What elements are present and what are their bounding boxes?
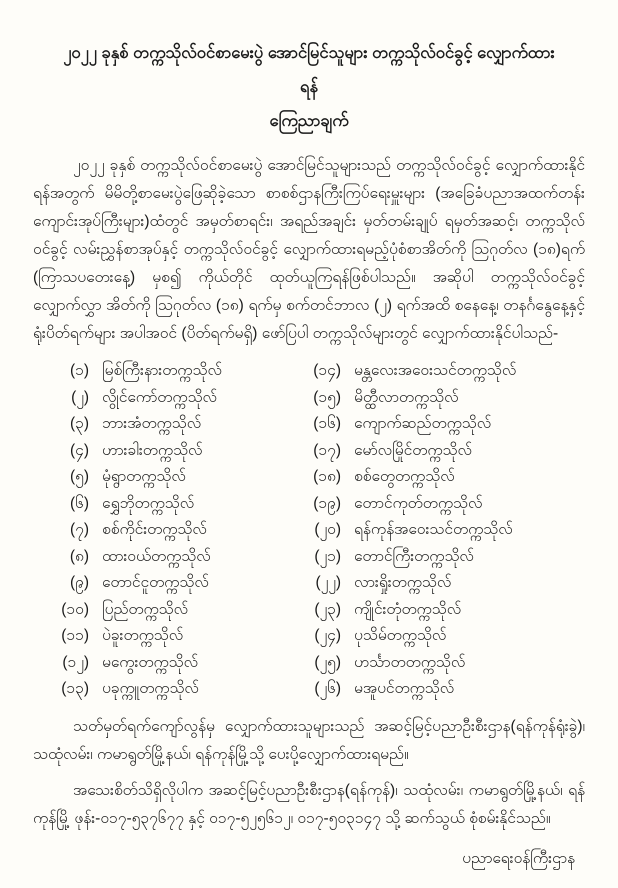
university-item-number: (၂၄) — [314, 627, 341, 644]
university-list-item — [293, 676, 585, 703]
university-item-number: (၃) — [69, 415, 89, 432]
university-item-number: (၁၂) — [62, 653, 89, 671]
university-item-name: ရွှေဘိုတက္ကသိုလ် — [102, 494, 195, 512]
university-item-name: ပခုက္ကူတက္ကသိုလ် — [102, 680, 199, 697]
university-item-name: ထားဝယ်တက္ကသိုလ် — [102, 547, 211, 565]
university-item-number: (၁) — [69, 362, 89, 379]
university-item-name: ရန်ကုန်အဝေးသင်တက္ကသိုလ် — [354, 521, 513, 538]
university-item-number: (၁၅) — [313, 388, 341, 406]
university-item-name: မအူပင်တက္ကသိုလ် — [354, 680, 455, 697]
university-item-name: လားရှိုးတက္ကသိုလ် — [354, 574, 452, 591]
university-list-right-column — [293, 358, 585, 703]
closing-block — [33, 713, 585, 833]
university-item-name: စစ်တွေတက္ကသိုလ် — [354, 468, 455, 485]
university-list-item — [41, 517, 293, 544]
university-list-item — [293, 358, 585, 385]
university-list-item — [41, 491, 293, 518]
university-list-item — [41, 570, 293, 597]
university-item-number: (၁၄) — [313, 362, 341, 379]
university-item-name: ဟားခါးတက္ကသိုလ် — [102, 441, 203, 459]
university-item-number: (၅) — [69, 468, 89, 485]
university-list-item — [293, 438, 585, 465]
university-item-number: (၂) — [71, 388, 89, 406]
contact-paragraph: အသေးစိတ်သိရှိလိုပါက အဆင့်မြင့်ပညာဦးစီးဌာန(ရန်ကုန်)၊ သထုံလမ်း၊ ကမာရွတ်မြို့နယ်၊ ရန်ကုန်မြို့ ဖုန်း-၀၁၇-၅၃၇၆၇၇ နှင့် ၀၁၇-၅၂၅၆၁၂၊ ၀၁၇-၅၀၃၁၄၇ သို့ ဆက်သွယ် စုံစမ်းနိုင်သည်။ — [33, 781, 585, 827]
university-item-number: (၂၆) — [314, 680, 341, 697]
document-title — [61, 36, 557, 138]
university-item-name: ကျိုင်းတုံတက္ကသိုလ် — [354, 600, 462, 618]
university-list-item — [293, 385, 585, 412]
university-list-item — [293, 491, 585, 518]
university-list-item — [41, 358, 293, 385]
university-list-item — [41, 438, 293, 465]
university-item-number: (၁၇) — [313, 441, 341, 459]
university-item-number: (၂၀) — [314, 521, 341, 538]
university-list-left-column — [41, 358, 293, 703]
university-item-number: (၇) — [69, 521, 89, 538]
university-item-name: ဘားအံတက္ကသိုလ် — [102, 415, 202, 432]
university-item-number: (၁၆) — [313, 415, 341, 432]
university-item-name: လွိုင်ကော်တက္ကသိုလ် — [102, 388, 218, 406]
university-item-name: မိတ္ထီလာတက္ကသိုလ် — [354, 388, 459, 406]
university-item-number: (၁၈) — [313, 468, 341, 485]
university-item-number: (၁၁) — [61, 627, 89, 644]
university-item-name: စစ်ကိုင်းတက္ကသိုလ် — [102, 521, 207, 538]
university-item-name: ပြည်တက္ကသိုလ် — [102, 600, 189, 618]
intro-paragraph: ၂၀၂၂ ခုနှစ် တက္ကသိုလ်ဝင်စာမေးပွဲ အောင်မြင်သူများသည် တက္ကသိုလ်ဝင်ခွင့် လျှောက်ထားနိုင်ရန်အတွက် မိမိတို့စာမေးပွဲဖြေဆိုခဲ့သော စာစစ်ဌာနကြီးကြပ်ရေးမှူးများ (အခြေခံပညာအထက်တန်း ကျောင်းအုပ်ကြီးများ)ထံတွင် အမှတ်စာရင်း၊ အရည်အချင်း မှတ်တမ်းချုပ် ရမှတ်အဆင့်၊ တက္ကသိုလ်ဝင်ခွင့် လမ်းညွှန်စာအုပ်နှင့် တက္ကသိုလ်ဝင်ခွင့် လျှောက်ထားရမည့်ပုံစံစာအိတ်ကို သြဂုတ်လ (၁၈)ရက် (ကြာသပတေးနေ့) မှစ၍ ကိုယ်တိုင် ထုတ်ယူကြရန်ဖြစ်ပါသည်။ အဆိုပါ တက္ကသိုလ်ဝင်ခွင့်လျှောက်လွှာ အိတ်ကို သြဂုတ်လ (၁၈) ရက်မှ စက်တင်ဘာလ (၂) ရက်အထိ စနေနေ့၊ တနင်္ဂနွေနေ့နှင့် ရုံးပိတ်ရက်များ အပါအဝင် (ပိတ်ရက်မရှိ) ဖော်ပြပါ တက္ကသိုလ်များတွင် လျှောက်ထားနိုင်ပါသည်- — [33, 157, 585, 342]
university-item-number: (၄) — [69, 441, 89, 459]
university-item-number: (၂၂) — [315, 574, 341, 591]
university-item-number: (၁၉) — [313, 494, 341, 512]
university-list-item — [41, 411, 293, 438]
university-item-name: တောင်ကြီးတက္ကသိုလ် — [354, 547, 474, 565]
signature: ပညာရေးဝန်ကြီးဌာန — [462, 849, 575, 867]
university-item-name: မန္တလေးအဝေးသင်တက္ကသိုလ် — [354, 362, 517, 379]
university-list-item — [41, 676, 293, 703]
university-item-name: ပုသိမ်တက္ကသိုလ် — [354, 627, 447, 644]
university-item-name: မြစ်ကြီးနားတက္ကသိုလ် — [102, 362, 222, 379]
university-item-name: တောင်ငူတက္ကသိုလ် — [102, 574, 209, 591]
university-item-number: (၉) — [69, 574, 89, 591]
university-list-item — [41, 650, 293, 677]
university-list-item — [293, 544, 585, 571]
university-item-name: မုံရွာတက္ကသိုလ် — [102, 468, 186, 485]
university-item-name: မကွေးတက္ကသိုလ် — [102, 653, 199, 671]
university-list-item — [293, 597, 585, 624]
late-submission-paragraph: သတ်မှတ်ရက်ကျော်လွန်မှ လျှောက်ထားသူများသည် အဆင့်မြင့်ပညာဦးစီးဌာန(ရန်ကုန်ရုံးခွဲ)၊ သထုံလမ်း၊ ကမာရွတ်မြို့နယ်၊ ရန်ကုန်မြို့သို့ ပေးပို့လျှောက်ထားရမည်။ — [33, 717, 585, 763]
university-list-item — [41, 623, 293, 650]
university-item-number: (၆) — [69, 494, 89, 512]
university-list — [41, 358, 585, 703]
university-item-name: ဟင်္သာတတက္ကသိုလ် — [354, 653, 466, 671]
university-list-item — [293, 570, 585, 597]
university-item-name: တောင်ကုတ်တက္ကသိုလ် — [354, 494, 483, 512]
university-item-number: (၈) — [69, 547, 89, 565]
university-item-number: (၂၁) — [314, 547, 341, 565]
university-list-item — [293, 517, 585, 544]
university-item-number: (၂၃) — [314, 600, 341, 618]
university-list-item — [41, 464, 293, 491]
university-item-number: (၂၅) — [314, 653, 341, 671]
university-list-item — [293, 411, 585, 438]
university-list-item — [293, 623, 585, 650]
university-list-item — [41, 597, 293, 624]
university-item-number: (၁၀) — [61, 600, 89, 618]
university-list-item — [293, 464, 585, 491]
university-item-name: ပဲခူးတက္ကသိုလ် — [102, 627, 184, 644]
university-list-item — [293, 650, 585, 677]
title-line-2: ကြေညာချက် — [269, 112, 349, 130]
university-list-item — [41, 544, 293, 571]
title-line-1: ၂၀၂၂ ခုနှစ် တက္ကသိုလ်ဝင်စာမေးပွဲ အောင်မြင်သူများ တက္ကသိုလ်ဝင်ခွင့် လျှောက်ထားရန် — [63, 44, 555, 96]
university-item-name: မော်လမြိုင်တက္ကသိုလ် — [354, 441, 473, 459]
university-item-name: ကျောက်ဆည်တက္ကသိုလ် — [354, 415, 492, 432]
university-list-item — [41, 385, 293, 412]
university-item-number: (၁၃) — [61, 680, 89, 697]
